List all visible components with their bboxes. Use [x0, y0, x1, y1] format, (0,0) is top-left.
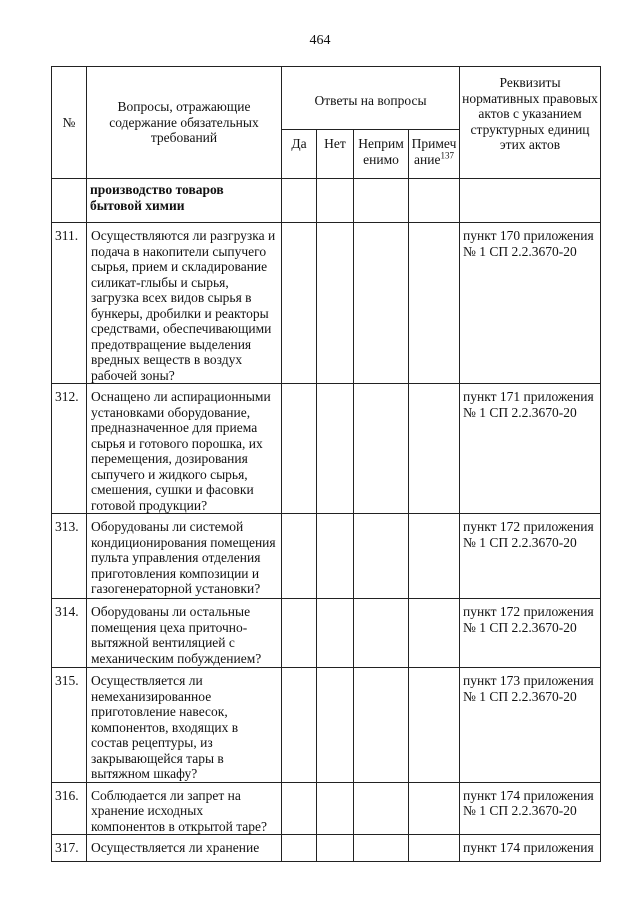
requisite-reference: пункт 172 приложения № 1 СП 2.2.3670-20	[460, 599, 601, 668]
table-row	[52, 782, 601, 835]
answer-yes-cell	[282, 599, 317, 668]
answer-na-cell	[354, 223, 409, 384]
header-questions: Вопросы, отражающие содержание обязательных требований	[87, 67, 282, 179]
requisite-reference: пункт 174 приложения № 1 СП 2.2.3670-20	[460, 782, 601, 835]
requisite-reference: пункт 172 приложения № 1 СП 2.2.3670-20	[460, 514, 601, 599]
row-number: 311.	[52, 223, 87, 384]
answer-na-cell	[354, 384, 409, 514]
header-answer-no: Нет	[317, 130, 354, 179]
answer-no-cell	[317, 514, 354, 599]
checklist-table	[51, 66, 601, 862]
table-row	[52, 835, 601, 862]
table-row	[52, 599, 601, 668]
header-answer-note	[409, 130, 460, 179]
row-number: 317.	[52, 835, 87, 862]
answer-na-cell	[354, 835, 409, 862]
table-row	[52, 514, 601, 599]
answer-note-cell	[409, 835, 460, 862]
header-number: №	[52, 67, 87, 179]
question-text: Оборудованы ли системой кондиционирования помещения пульта управления отделения приготовления композиции и газогенераторной установки?	[87, 514, 282, 599]
answer-yes-cell	[282, 384, 317, 514]
answer-na-cell	[354, 782, 409, 835]
answer-note-cell	[409, 223, 460, 384]
question-text: Оснащено ли аспирационными установками оборудование, предназначенное для приема сырья и готового порошка, их перемещения, дозирования сыпучего и жидкого сырья, смешения, сушки и фасовки готовой продукции?	[87, 384, 282, 514]
section-title: производство товаров бытовой химии	[87, 179, 282, 223]
section-row	[52, 179, 601, 223]
question-text: Осуществляется ли немеханизированное приготовление навесок, компонентов, входящих в состав рецептуры, из закрывающейся тары в вытяжном шкафу?	[87, 668, 282, 783]
answer-note-cell	[409, 384, 460, 514]
answer-yes-cell	[282, 835, 317, 862]
answer-no-cell	[317, 599, 354, 668]
answer-no-cell	[317, 782, 354, 835]
requisite-reference: пункт 173 приложения № 1 СП 2.2.3670-20	[460, 668, 601, 783]
answer-yes-cell	[282, 782, 317, 835]
row-number: 312.	[52, 384, 87, 514]
answer-no-cell	[317, 668, 354, 783]
answer-na-cell	[354, 668, 409, 783]
header-answers: Ответы на вопросы	[282, 67, 460, 130]
row-number: 313.	[52, 514, 87, 599]
row-number: 314.	[52, 599, 87, 668]
answer-na-cell	[354, 599, 409, 668]
answer-note-cell	[409, 668, 460, 783]
header-answer-note-label: Примеч ание	[411, 136, 457, 167]
row-number: 316.	[52, 782, 87, 835]
answer-na-cell	[354, 514, 409, 599]
row-number: 315.	[52, 668, 87, 783]
answer-no-cell	[317, 384, 354, 514]
header-answer-not-applicable: Неприм енимо	[354, 130, 409, 179]
table-row	[52, 384, 601, 514]
answer-no-cell	[317, 835, 354, 862]
requisite-reference: пункт 171 приложения № 1 СП 2.2.3670-20	[460, 384, 601, 514]
answer-note-cell	[409, 782, 460, 835]
answer-yes-cell	[282, 223, 317, 384]
header-answer-yes: Да	[282, 130, 317, 179]
header-requisites: Реквизиты нормативных правовых актов с указанием структурных единиц этих актов	[460, 67, 601, 179]
table-row	[52, 223, 601, 384]
answer-no-cell	[317, 223, 354, 384]
answer-yes-cell	[282, 668, 317, 783]
footnote-ref: 137	[440, 150, 454, 160]
answer-note-cell	[409, 514, 460, 599]
table-row	[52, 668, 601, 783]
answer-yes-cell	[282, 514, 317, 599]
requisite-reference: пункт 174 приложения	[460, 835, 601, 862]
question-text: Оборудованы ли остальные помещения цеха приточно-вытяжной вентиляцией с механическим побуждением?	[87, 599, 282, 668]
question-text: Соблюдается ли запрет на хранение исходных компонентов в открытой таре?	[87, 782, 282, 835]
answer-note-cell	[409, 599, 460, 668]
requisite-reference: пункт 170 приложения № 1 СП 2.2.3670-20	[460, 223, 601, 384]
page-number: 464	[309, 33, 331, 48]
question-text: Осуществляются ли разгрузка и подача в накопители сыпучего сырья, прием и складирование силикат-глыбы и сырья, загрузка всех видов сырья в бункеры, дробилки и реакторы средствами, обеспечивающими предотвращение выделения вредных веществ в воздух рабочей зоны?	[87, 223, 282, 384]
question-text: Осуществляется ли хранение	[87, 835, 282, 862]
